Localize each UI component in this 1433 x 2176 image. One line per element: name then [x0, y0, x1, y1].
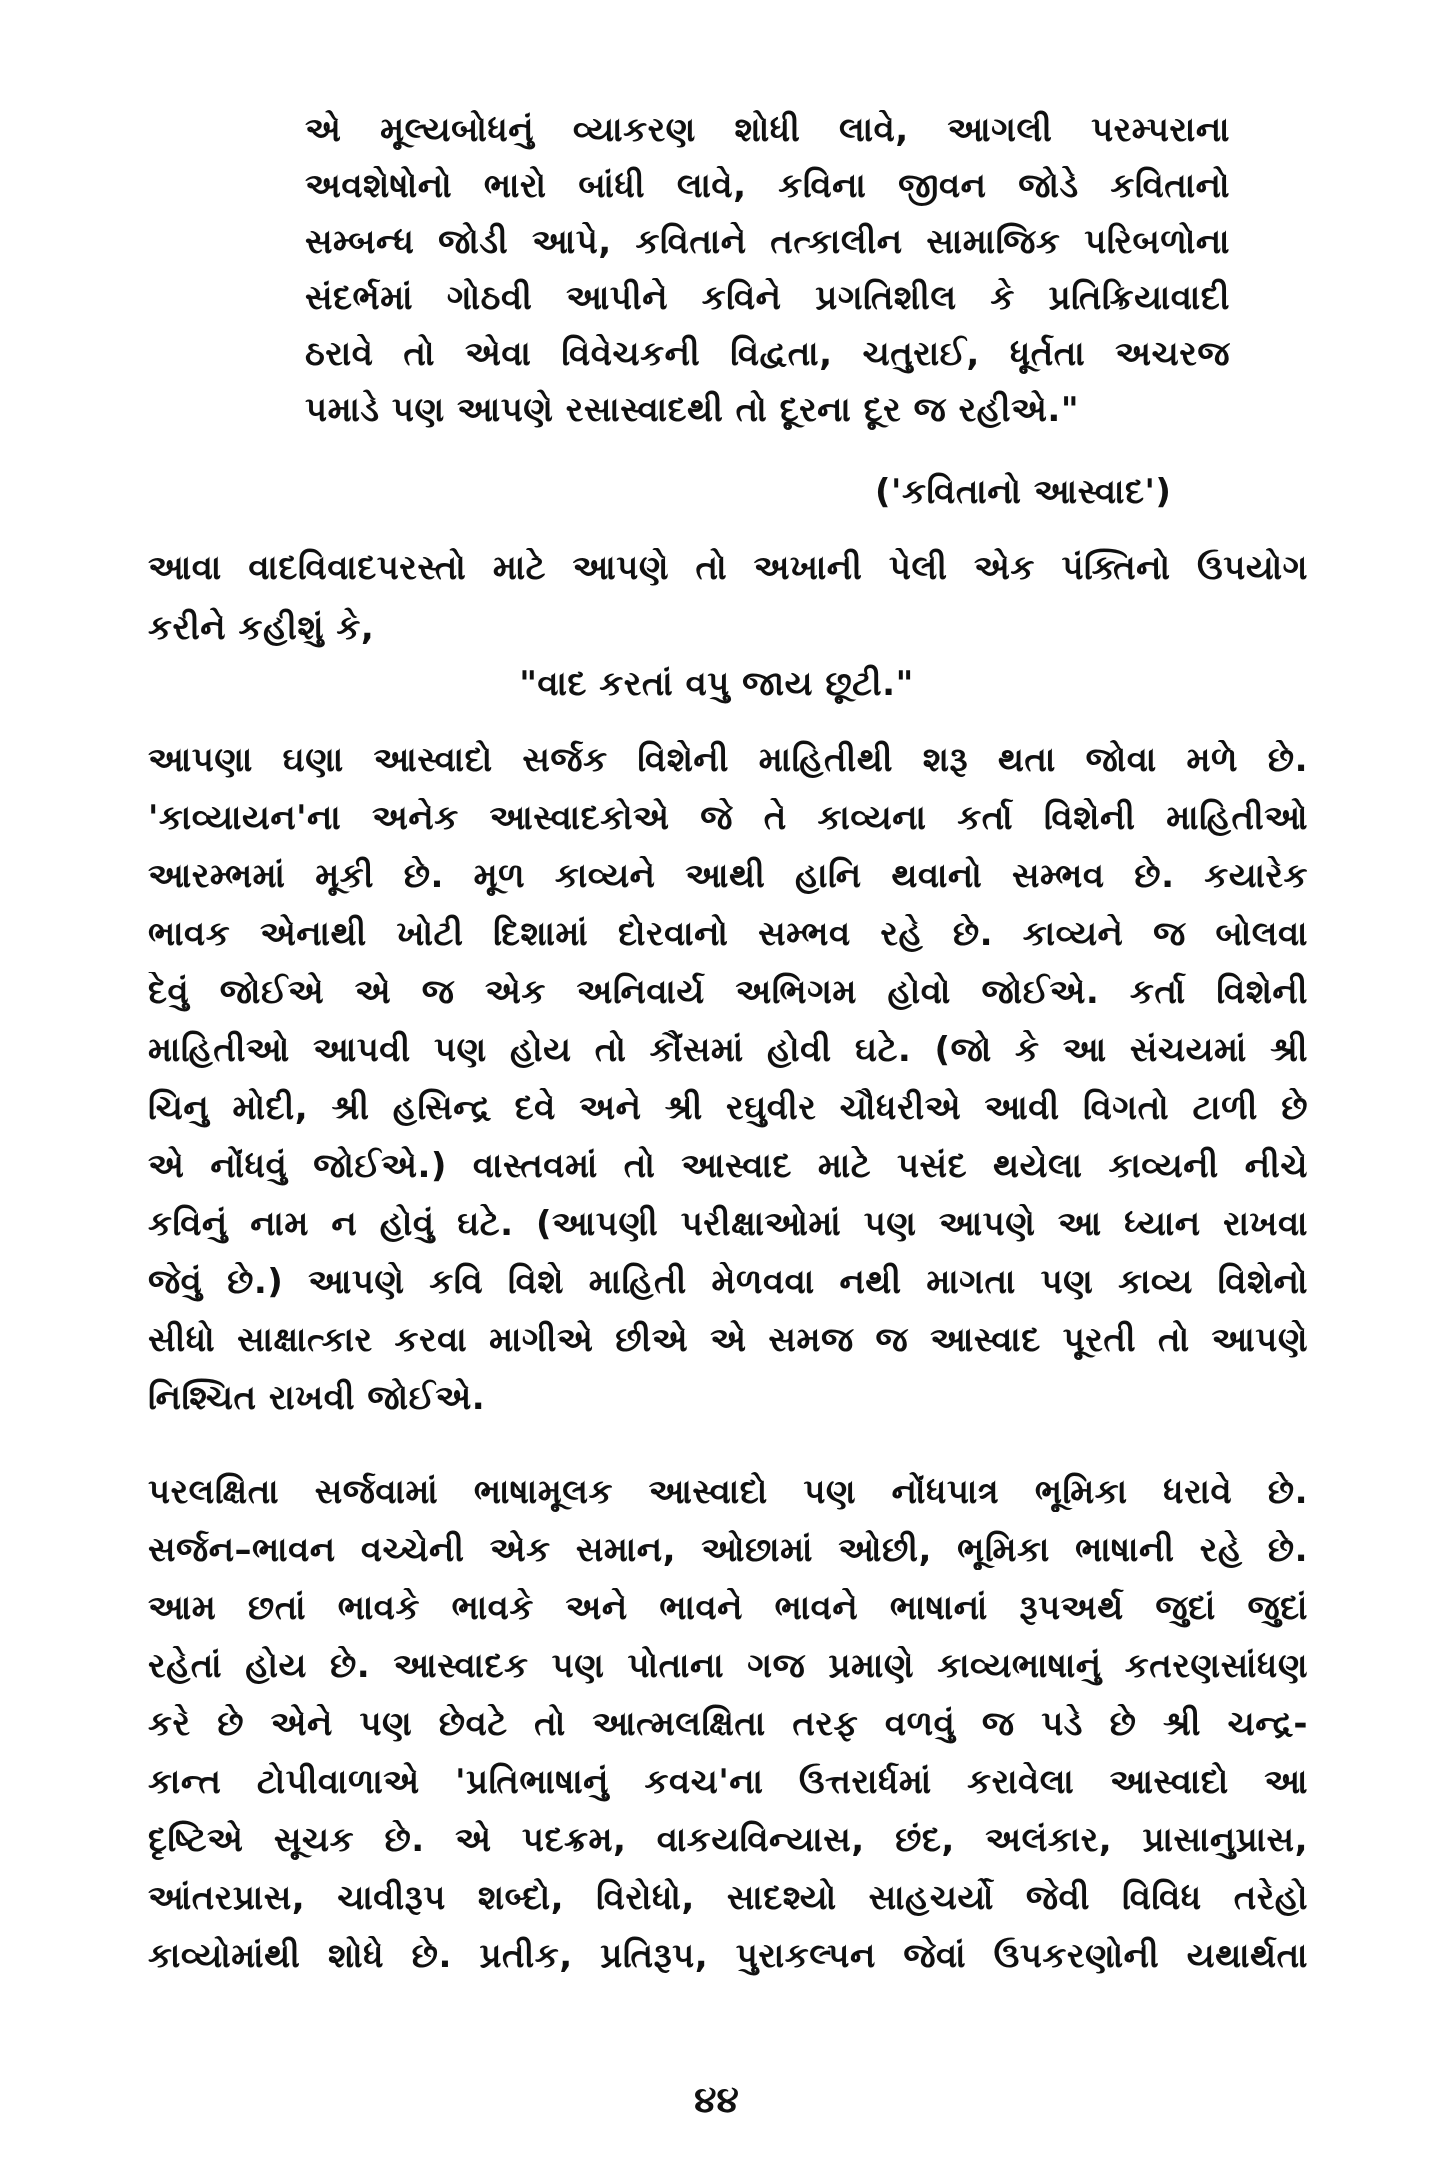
quote-citation: ('કવિતાનો આસ્વાદ') — [875, 472, 1172, 512]
page-number: ૪૪ — [694, 2080, 739, 2121]
paragraph-line: જેવું છે.) આપણે કવિ વિશે માહિતી મેળવવા નથી માગતા પણ કાવ્ય વિશેનો — [148, 1262, 1308, 1302]
paragraph-line: સીધો સાક્ષાત્કાર કરવા માગીએ છીએ એ સમજ જ આસ્વાદ પૂરતી તો આપણે — [148, 1320, 1308, 1360]
paragraph-line: માહિતીઓ આપવી પણ હોય તો કૌંસમાં હોવી ઘટે. (જો કે આ સંચયમાં શ્રી — [148, 1030, 1308, 1070]
quote-line: પમાડે પણ આપણે રસાસ્વાદથી તો દૂરના દૂર જ રહીએ." — [305, 390, 1080, 430]
centered-quote: "વાદ કરતાં વપુ જાય છૂટી." — [519, 664, 914, 704]
paragraph-line: ભાવક એનાથી ખોટી દિશામાં દોરવાનો સમ્ભવ રહે છે. કાવ્યને જ બોલવા — [148, 914, 1308, 954]
paragraph-line: 'કાવ્યાયન'ના અનેક આસ્વાદકોએ જે તે કાવ્યના કર્તા વિશેની માહિતીઓ — [148, 798, 1308, 838]
quote-line: સંદર્ભમાં ગોઠવી આપીને કવિને પ્રગતિશીલ કે પ્રતિક્રિયાવાદી — [305, 278, 1230, 318]
paragraph-line: આપણા ઘણા આસ્વાદો સર્જક વિશેની માહિતીથી શરૂ થતા જોવા મળે છે. — [148, 740, 1308, 780]
paragraph-line: પરલક્ષિતા સર્જવામાં ભાષામૂલક આસ્વાદો પણ નોંધપાત્ર ભૂમિકા ધરાવે છે. — [148, 1472, 1308, 1512]
paragraph-line: કરે છે એને પણ છેવટે તો આત્મલક્ષિતા તરફ વળવું જ પડે છે શ્રી ચન્દ્ર- — [148, 1704, 1308, 1744]
quote-line: અવશેષોનો ભારો બાંધી લાવે, કવિના જીવન જોડે કવિતાનો — [305, 166, 1230, 206]
paragraph-line: રહેતાં હોય છે. આસ્વાદક પણ પોતાના ગજ પ્રમાણે કાવ્યભાષાનું કતરણસાંધણ — [148, 1646, 1308, 1686]
paragraph-line: કાન્ત ટોપીવાળાએ 'પ્રતિભાષાનું કવચ'ના ઉત્તરાર્ધમાં કરાવેલા આસ્વાદો આ — [148, 1762, 1308, 1802]
paragraph-line: આવા વાદવિવાદપરસ્તો માટે આપણે તો અખાની પેલી એક પંક્તિનો ઉપયોગ — [148, 548, 1308, 588]
paragraph-line: આમ છતાં ભાવકે ભાવકે અને ભાવને ભાવને ભાષાનાં રૂપઅર્થ જુદાં જુદાં — [148, 1588, 1308, 1628]
paragraph-line: આંતરપ્રાસ, ચાવીરૂપ શબ્દો, વિરોધો, સાદશ્યો સાહચર્યો જેવી વિવિધ તરેહો — [148, 1878, 1308, 1918]
paragraph-line: કરીને કહીશું કે, — [148, 608, 375, 648]
paragraph-line: કાવ્યોમાંથી શોધે છે. પ્રતીક, પ્રતિરૂપ, પુરાકલ્પન જેવાં ઉપકરણોની યથાર્થતા — [148, 1936, 1308, 1976]
quote-line: સમ્બન્ધ જોડી આપે, કવિતાને તત્કાલીન સામાજિક પરિબળોના — [305, 222, 1230, 262]
paragraph-line: કવિનું નામ ન હોવું ઘટે. (આપણી પરીક્ષાઓમાં પણ આપણે આ ધ્યાન રાખવા — [148, 1204, 1308, 1244]
paragraph-line: દેવું જોઈએ એ જ એક અનિવાર્ય અભિગમ હોવો જોઈએ. કર્તા વિશેની — [148, 972, 1308, 1012]
paragraph-line: આરમ્ભમાં મૂકી છે. મૂળ કાવ્યને આથી હાનિ થવાનો સમ્ભવ છે. કયારેક — [148, 856, 1308, 896]
paragraph-line: એ નોંધવું જોઈએ.) વાસ્તવમાં તો આસ્વાદ માટે પસંદ થયેલા કાવ્યની નીચે — [148, 1146, 1308, 1186]
paragraph-line: દૃષ્ટિએ સૂચક છે. એ પદક્રમ, વાકયવિન્યાસ, છંદ, અલંકાર, પ્રાસાનુપ્રાસ, — [148, 1820, 1308, 1860]
paragraph-line: ચિનુ મોદી, શ્રી હસિન્દ્ર દવે અને શ્રી રઘુવીર ચૌધરીએ આવી વિગતો ટાળી છે — [148, 1088, 1308, 1128]
quote-line: એ મૂલ્યબોધનું વ્યાકરણ શોધી લાવે, આગલી પરમ્પરાના — [305, 110, 1230, 150]
quote-line: ઠરાવે તો એવા વિવેચકની વિદ્વતા, ચતુરાઈ, ધૂર્તતા અચરજ — [305, 334, 1230, 374]
paragraph-line: નિશ્ચિત રાખવી જોઈએ. — [148, 1378, 486, 1418]
paragraph-line: સર્જન–ભાવન વચ્ચેની એક સમાન, ઓછામાં ઓછી, ભૂમિકા ભાષાની રહે છે. — [148, 1530, 1308, 1570]
